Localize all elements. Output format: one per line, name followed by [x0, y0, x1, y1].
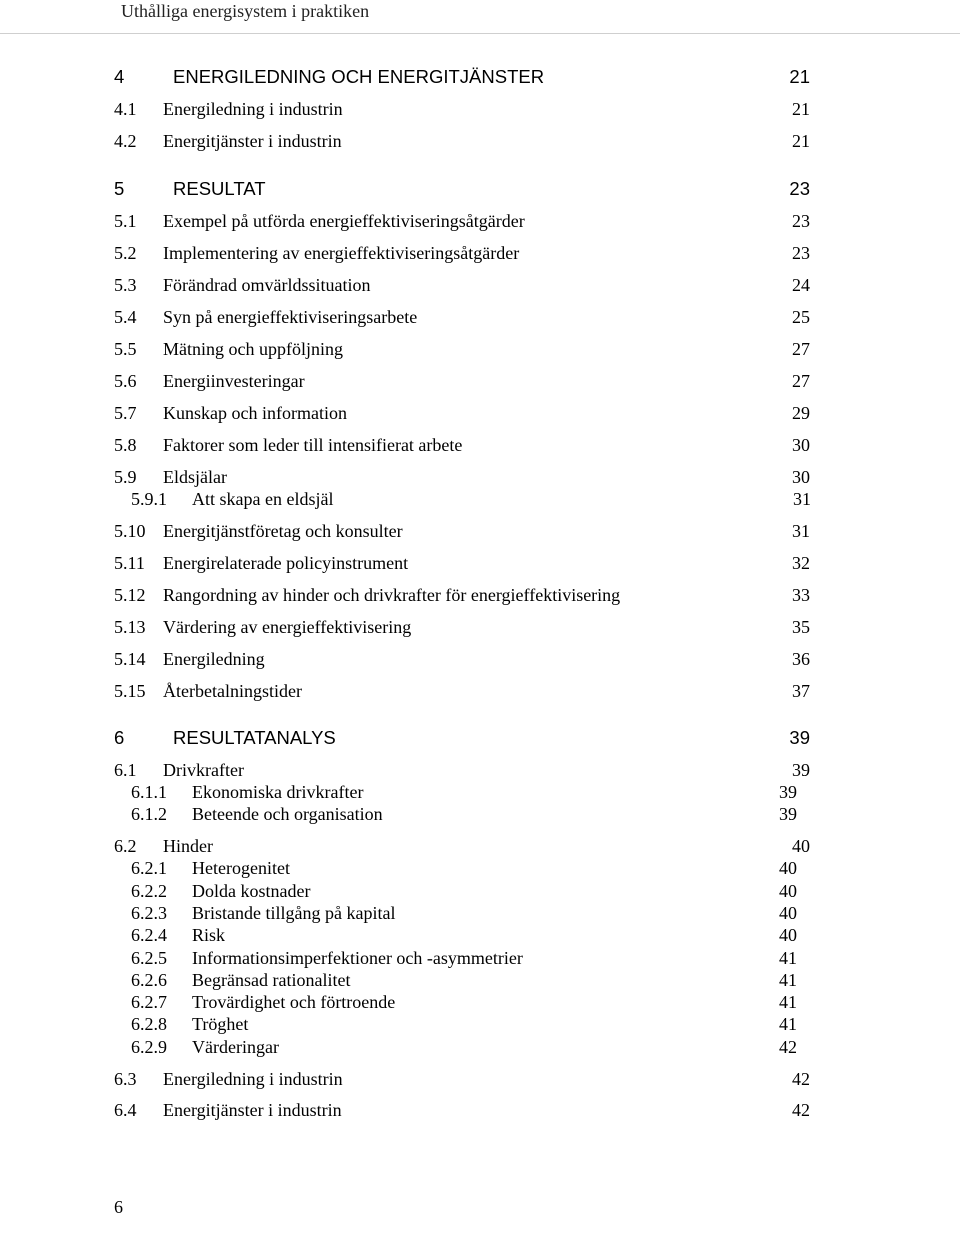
toc-entry-5-15[interactable] — [0, 679, 960, 703]
toc-entry-title: Bristande tillgång på kapital — [192, 903, 396, 923]
toc-entry-page: 33 — [792, 585, 810, 605]
toc-entry-number: 6.2.4 — [131, 925, 167, 945]
toc-entry-number: 5.15 — [114, 681, 146, 701]
toc-entry-title: Värderingar — [192, 1037, 279, 1057]
toc-entry-page: 39 — [779, 804, 797, 824]
toc-entry-title: Trovärdighet och förtroende — [192, 992, 396, 1012]
toc-entry-page: 39 — [792, 760, 810, 780]
toc-entry-title: Syn på energieffektiviseringsarbete — [163, 307, 418, 327]
toc-entry-page: 32 — [792, 553, 810, 573]
toc-entry-6-1-2[interactable] — [0, 802, 960, 826]
toc-entry-number: 6.1 — [114, 760, 137, 780]
toc-entry-title: Exempel på utförda energieffektiviseringsåtgärder — [163, 211, 525, 231]
toc-entry-title: Ekonomiska drivkrafter — [192, 782, 364, 802]
toc-entry-6-2-7[interactable] — [0, 990, 960, 1014]
running-header: Uthålliga energisystem i praktiken — [121, 1, 370, 21]
toc-entry-title: Energiinvesteringar — [163, 371, 305, 391]
toc-entry-number: 5.8 — [114, 435, 137, 455]
toc-entry-title: Energiledning — [163, 649, 265, 669]
toc-entry-title: Heterogenitet — [192, 858, 290, 878]
toc-entry-title: Dolda kostnader — [192, 881, 311, 901]
toc-entry-page: 30 — [792, 467, 810, 487]
toc-entry-page: 23 — [792, 211, 810, 231]
toc-entry-5-13[interactable] — [0, 615, 960, 639]
toc-entry-4-2[interactable] — [0, 129, 960, 153]
toc-entry-number: 5 — [114, 178, 125, 199]
toc-entry-page: 23 — [792, 243, 810, 263]
toc-entry-5-10[interactable] — [0, 519, 960, 543]
toc-entry-number: 5.7 — [114, 403, 137, 423]
toc-entry-page: 40 — [779, 903, 797, 923]
toc-entry-4[interactable] — [0, 65, 960, 89]
toc-entry-number: 5.9.1 — [131, 489, 167, 509]
toc-entry-page: 41 — [779, 992, 797, 1012]
toc-entry-5-1[interactable] — [0, 209, 960, 233]
page-number: 6 — [114, 1197, 123, 1217]
toc-entry-page: 29 — [792, 403, 810, 423]
toc-entry-number: 5.14 — [114, 649, 146, 669]
toc-entry-6-2-5[interactable] — [0, 946, 960, 970]
toc-entry-6-4[interactable] — [0, 1098, 960, 1122]
toc-entry-title: Värdering av energieffektivisering — [163, 617, 412, 637]
toc-entry-number: 5.13 — [114, 617, 146, 637]
toc-entry-title: Begränsad rationalitet — [192, 970, 351, 990]
toc-entry-page: 39 — [789, 727, 810, 748]
toc-entry-5-12[interactable] — [0, 583, 960, 607]
toc-entry-5-9-1[interactable] — [0, 487, 960, 511]
toc-entry-number: 6.2.5 — [131, 948, 167, 968]
toc-entry-number: 6.2.1 — [131, 858, 167, 878]
toc-entry-title: Hinder — [163, 836, 213, 856]
toc-entry-5-11[interactable] — [0, 551, 960, 575]
toc-entry-6-2-6[interactable] — [0, 968, 960, 992]
toc-entry-number: 5.5 — [114, 339, 137, 359]
toc-entry-number: 6.2.2 — [131, 881, 167, 901]
toc-entry-number: 6.1.1 — [131, 782, 167, 802]
toc-entry-5[interactable] — [0, 177, 960, 201]
toc-entry-number: 5.10 — [114, 521, 146, 541]
toc-entry-title: Rangordning av hinder och drivkrafter för energieffektivisering — [163, 585, 621, 605]
toc-entry-page: 25 — [792, 307, 810, 327]
toc-entry-title: Energirelaterade policyinstrument — [163, 553, 409, 573]
toc-entry-page: 41 — [779, 948, 797, 968]
toc-entry-title: Mätning och uppföljning — [163, 339, 343, 359]
toc-entry-page: 40 — [779, 881, 797, 901]
toc-entry-page: 21 — [792, 99, 810, 119]
toc-entry-title: Energitjänster i industrin — [163, 131, 342, 151]
toc-entry-title: RESULTAT — [173, 178, 266, 199]
toc-entry-page: 30 — [792, 435, 810, 455]
toc-entry-page: 41 — [779, 1014, 797, 1034]
toc-entry-5-2[interactable] — [0, 241, 960, 265]
toc-entry-number: 6.2.7 — [131, 992, 167, 1012]
toc-entry-6-2-8[interactable] — [0, 1012, 960, 1036]
toc-entry-page: 37 — [792, 681, 810, 701]
toc-entry-number: 5.4 — [114, 307, 137, 327]
toc-entry-title: Energiledning i industrin — [163, 99, 343, 119]
toc-entry-page: 39 — [779, 782, 797, 802]
toc-entry-page: 21 — [789, 66, 810, 87]
toc-entry-page: 27 — [792, 339, 810, 359]
toc-entry-number: 5.11 — [114, 553, 145, 573]
toc-entry-4-1[interactable] — [0, 97, 960, 121]
toc-entry-page: 31 — [793, 489, 811, 509]
toc-entry-page: 41 — [779, 970, 797, 990]
toc-entry-page: 21 — [792, 131, 810, 151]
toc-entry-5-7[interactable] — [0, 401, 960, 425]
toc-entry-number: 6.1.2 — [131, 804, 167, 824]
toc-entry-title: Energiledning i industrin — [163, 1069, 343, 1089]
toc-entry-6-1[interactable] — [0, 758, 960, 782]
toc-entry-title: Att skapa en eldsjäl — [192, 489, 334, 509]
toc-entry-title: Drivkrafter — [163, 760, 244, 780]
toc-entry-title: Tröghet — [192, 1014, 249, 1034]
toc-entry-title: ENERGILEDNING OCH ENERGITJÄNSTER — [173, 66, 545, 87]
toc-entry-6-2-2[interactable] — [0, 879, 960, 903]
toc-entry-number: 5.1 — [114, 211, 137, 231]
toc-entry-page: 35 — [792, 617, 810, 637]
toc-entry-page: 31 — [792, 521, 810, 541]
toc-entry-page: 24 — [792, 275, 810, 295]
toc-entry-number: 6.2.8 — [131, 1014, 167, 1034]
toc-entry-6[interactable] — [0, 726, 960, 750]
toc-entry-page: 23 — [789, 178, 810, 199]
toc-entry-5-3[interactable] — [0, 273, 960, 297]
toc-entry-number: 6.3 — [114, 1069, 137, 1089]
toc-entry-5-8[interactable] — [0, 433, 960, 457]
toc-entry-6-2[interactable] — [0, 834, 960, 858]
toc-entry-page: 36 — [792, 649, 810, 669]
toc-entry-number: 5.2 — [114, 243, 137, 263]
toc-entry-title: Kunskap och information — [163, 403, 347, 423]
toc-entry-title: Faktorer som leder till intensifierat arbete — [163, 435, 463, 455]
toc-entry-5-14[interactable] — [0, 647, 960, 671]
toc-entry-page: 40 — [792, 836, 810, 856]
toc-entry-number: 5.6 — [114, 371, 137, 391]
toc-entry-6-2-4[interactable] — [0, 923, 960, 947]
toc-entry-title: RESULTATANALYS — [173, 727, 336, 748]
toc-entry-page: 42 — [792, 1069, 810, 1089]
toc-entry-title: Beteende och organisation — [192, 804, 383, 824]
toc-entry-5-5[interactable] — [0, 337, 960, 361]
toc-entry-number: 6.2.6 — [131, 970, 167, 990]
toc-entry-title: Implementering av energieffektiviseringsåtgärder — [163, 243, 520, 263]
toc-entry-number: 6.2 — [114, 836, 137, 856]
toc-entry-6-3[interactable] — [0, 1067, 960, 1091]
toc-entry-number: 6 — [114, 727, 125, 748]
toc-entry-title: Förändrad omvärldssituation — [163, 275, 371, 295]
toc-entry-5-9[interactable] — [0, 465, 960, 489]
toc-entry-number: 5.3 — [114, 275, 137, 295]
toc-entry-number: 6.2.3 — [131, 903, 167, 923]
toc-entry-title: Energitjänster i industrin — [163, 1100, 342, 1120]
toc-entry-number: 4.1 — [114, 99, 137, 119]
header-divider — [0, 33, 960, 34]
toc-entry-number: 4.2 — [114, 131, 137, 151]
toc-entry-title: Risk — [192, 925, 226, 945]
toc-entry-number: 6.2.9 — [131, 1037, 167, 1057]
toc-entry-number: 5.9 — [114, 467, 137, 487]
toc-entry-title: Energitjänstföretag och konsulter — [163, 521, 403, 541]
toc-entry-6-2-1[interactable] — [0, 856, 960, 880]
toc-entry-title: Eldsjälar — [163, 467, 227, 487]
toc-entry-number: 4 — [114, 66, 125, 87]
toc-entry-title: Återbetalningstider — [163, 681, 302, 701]
toc-entry-page: 27 — [792, 371, 810, 391]
toc-entry-page: 42 — [779, 1037, 797, 1057]
toc-entry-page: 40 — [779, 925, 797, 945]
toc-entry-page: 42 — [792, 1100, 810, 1120]
toc-entry-number: 5.12 — [114, 585, 146, 605]
toc-entry-6-2-3[interactable] — [0, 901, 960, 925]
toc-entry-page: 40 — [779, 858, 797, 878]
toc-entry-5-4[interactable] — [0, 305, 960, 329]
toc-entry-5-6[interactable] — [0, 369, 960, 393]
toc-entry-6-1-1[interactable] — [0, 780, 960, 804]
toc-entry-number: 6.4 — [114, 1100, 137, 1120]
toc-entry-6-2-9[interactable] — [0, 1035, 960, 1059]
toc-entry-title: Informationsimperfektioner och -asymmetrier — [192, 948, 523, 968]
